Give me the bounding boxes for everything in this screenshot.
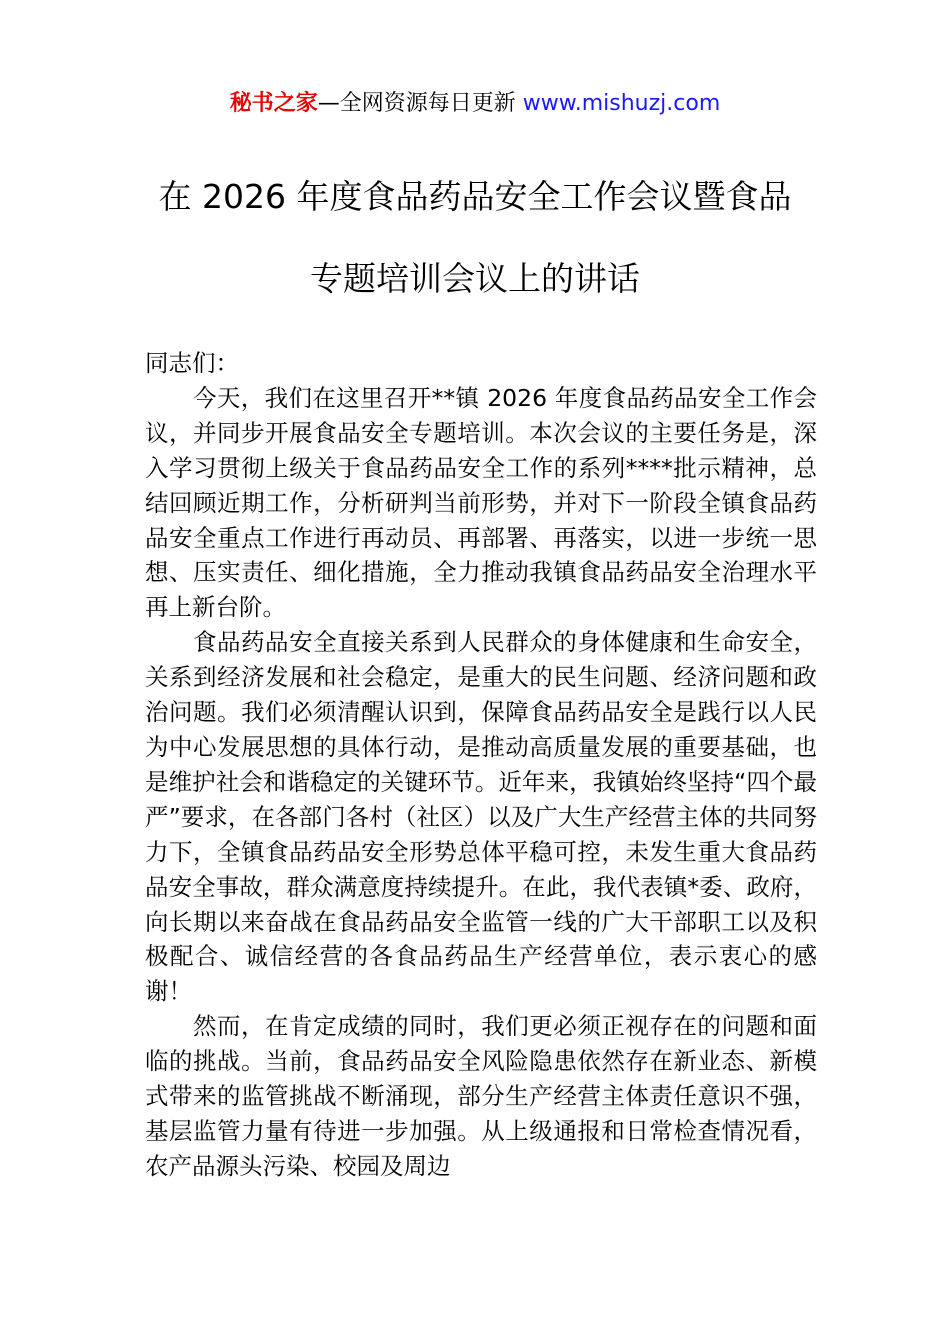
- site-link[interactable]: www.mishuzj.com: [522, 91, 721, 116]
- document-title: [0, 156, 950, 320]
- body-paragraph-2: 食品药品安全直接关系到人民群众的身体健康和生命安全，关系到经济发展和社会稳定，是重大的民生问题、经济问题和政治问题。我们必须清醒认识到，保障食品药品安全是践行以人民为中心发展思想的具体行动，是推动高质量发展的重要基础，也是维护社会和谐稳定的关键环节。近年来，我镇始终坚持“四个最严”要求，在各部门各村（社区）以及广大生产经营主体的共同努力下，全镇食品药品安全形势总体平稳可控，未发生重大食品药品安全事故，群众满意度持续提升。在此，我代表镇*委、政府，向长期以来奋战在食品药品安全监管一线的广大干部职工以及积极配合、诚信经营的各食品药品生产经营单位，表示衷心的感谢！: [145, 628, 817, 1006]
- brand-name: 秘书之家: [229, 91, 318, 116]
- body-paragraph-3: 然而，在肯定成绩的同时，我们更必须正视存在的问题和面临的挑战。当前，食品药品安全风险隐患依然存在新业态、新模式带来的监管挑战不断涌现，部分生产经营主体责任意识不强，基层监管力量有待进一步加强。从上级通报和日常检查情况看，农产品源头污染、校园及周边: [145, 1012, 817, 1180]
- site-header: [0, 86, 950, 122]
- header-tagline: —全网资源每日更新: [317, 91, 523, 116]
- title-line-1: 在 2026 年度食品药品安全工作会议暨食品: [158, 177, 792, 216]
- document-body: [145, 346, 817, 1184]
- title-line-2: 专题培训会议上的讲话: [310, 259, 640, 298]
- body-paragraph-1: 今天，我们在这里召开**镇 2026 年度食品药品安全工作会议，并同步开展食品安全专题培训。本次会议的主要任务是，深入学习贯彻上级关于食品药品安全工作的系列****批示精神，总结回顾近期工作，分析研判当前形势，并对下一阶段全镇食品药品安全重点工作进行再动员、再部署、再落实，以进一步统一思想、压实责任、细化措施，全力推动我镇食品药品安全治理水平再上新台阶。: [145, 383, 817, 622]
- salutation: 同志们：: [145, 349, 239, 377]
